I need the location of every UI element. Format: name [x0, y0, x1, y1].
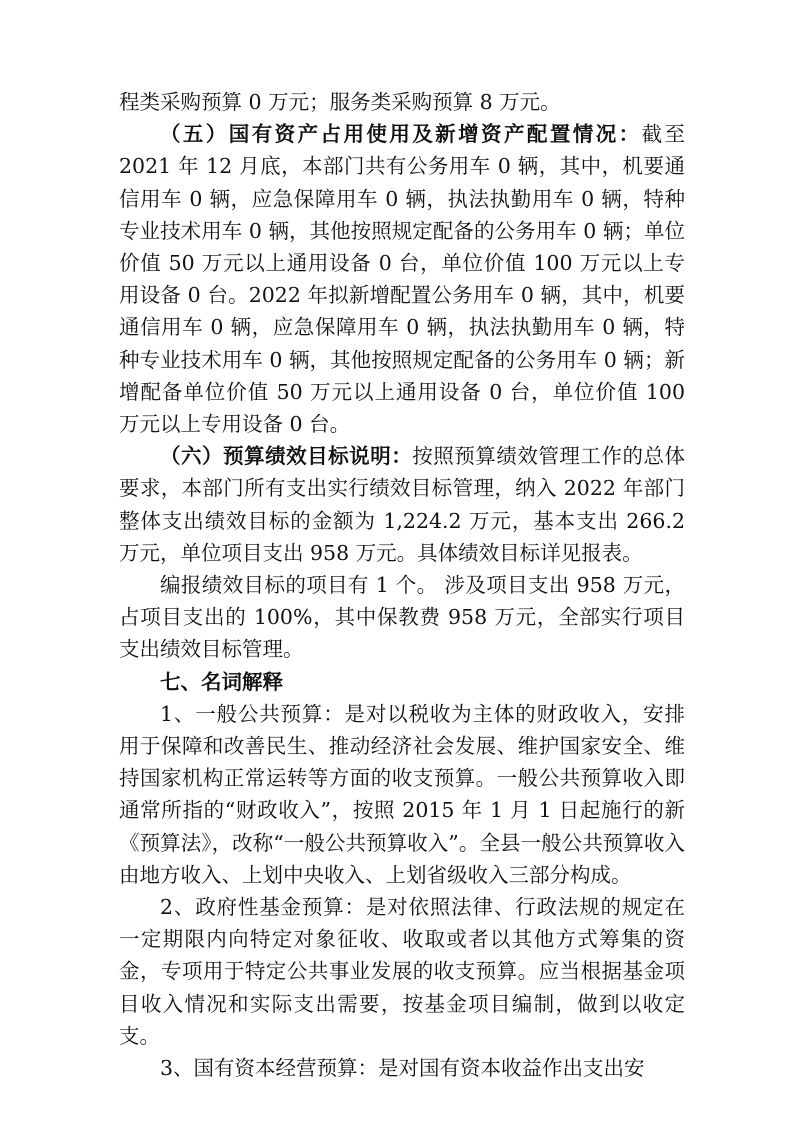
- paragraph-projects: 编报绩效目标的项目有 1 个。 涉及项目支出 958 万元，占项目支出的 100%，其中保教费 958 万元，全部实行项目支出绩效目标管理。: [119, 573, 685, 662]
- paragraph-continuation: 程类采购预算 0 万元；服务类采购预算 8 万元。: [119, 90, 561, 114]
- section-6-heading: （六）预算绩效目标说明：: [160, 444, 413, 469]
- term-state-capital-budget: 3、国有资本经营预算：是对国有资本收益作出支出安: [160, 1056, 645, 1081]
- section-7-heading: 七、名词解释: [160, 669, 283, 694]
- paragraph-asset-allocation: [119, 118, 685, 440]
- section-5-body: 截至 2021 年 12 月底，本部门共有公务用车 0 辆，其中，机要通信用车 0 辆，应急保障用车 0 辆，执法执勤用车 0 辆，特种专业技术用车 0 辆，其他按照规定配备的公务用车 0 辆；单位价值 50 万元以上通用设备 0 台，单位价值 100 万元以上专用设备 0 台。2022 年拟新增配置公务用车 0 辆，其中，机要通信用车 0 辆，应急保障用车 0 辆，执法执勤用车 0 辆，特种专业技术用车 0 辆，其他按照规定配备的公务用车 0 辆；新增配备单位价值 50 万元以上通用设备 0 台，单位价值 100 万元以上专用设备 0 台。: [119, 122, 686, 437]
- section-5-heading: （五）国有资产占用使用及新增资产配置情况：: [160, 122, 642, 147]
- paragraph-performance-goals: [119, 440, 685, 569]
- term-general-public-budget: 1、一般公共预算：是对以税收为主体的财政收入，安排用于保障和改善民生、推动经济社会发展、维护国家安全、维持国家机构正常运转等方面的收支预算。一般公共预算收入即通常所指的“财政收入”，按照 2015 年 1 月 1 日起施行的新《预算法》，改称“一般公共预算收入”。全县一般公共预算收入由地方收入、上划中央收入、上划省级收入三部分构成。: [119, 701, 685, 887]
- term-government-fund-budget: 2、政府性基金预算：是对依照法律、行政法规的规定在一定期限内向特定对象征收、收取或者以其他方式筹集的资金，专项用于特定公共事业发展的收支预算。应当根据基金项目收入情况和实际支出需要，按基金项目编制，做到以收定支。: [119, 895, 685, 1048]
- document-body: [119, 86, 685, 1084]
- section-6-body: 按照预算绩效管理工作的总体要求，本部门所有支出实行绩效目标管理，纳入 2022 年部门整体支出绩效目标的金额为 1,224.2 万元，基本支出 266.2 万元，单位项目支出 958 万元。具体绩效目标详见报表。: [119, 444, 685, 565]
